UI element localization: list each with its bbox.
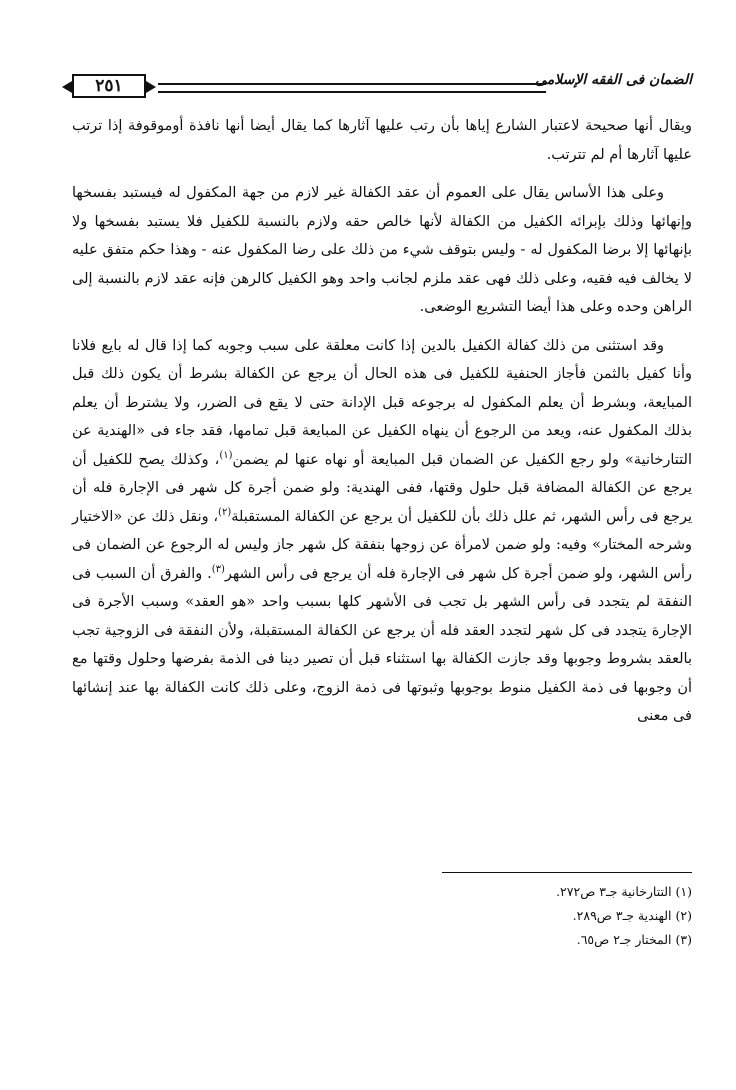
footnote-2: (٢) الهندية جـ٣ ص٢٨٩. bbox=[572, 908, 692, 923]
running-title: الضمان فى الفقه الإسلامى bbox=[535, 72, 692, 88]
footnote-ref-2: (٢) bbox=[218, 506, 232, 518]
body-text bbox=[72, 112, 692, 741]
footnote-1: (١) التتارخانية جـ٣ ص٢٧٢. bbox=[556, 884, 692, 899]
paragraph-3-part-2: ، وكذلك يصح للكفيل أن يرجع عن الكفالة المضافة قبل حلول وقتها، ففى الهندية: ولو ضمن أجرة كل شهر فى الإجارة فله أن يرجع فى رأس الشهر، ثم علل ذلك بأن للكفيل أن يرجع عن الكفالة المستقبلة bbox=[72, 451, 692, 525]
paragraph-3 bbox=[72, 332, 692, 731]
header-rule bbox=[158, 83, 546, 93]
footnote-ref-1: (١) bbox=[219, 449, 233, 461]
paragraph-1: ويقال أنها صحيحة لاعتبار الشارع إياها بأن رتب عليها آثارها كما يقال أيضا أنها نافذة أوموقوفة إذا ترتب عليها آثارها أم لم تترتب. bbox=[72, 118, 692, 163]
footnote-3: (٣) المختار جـ٢ ص٦٥. bbox=[576, 932, 692, 947]
footnotes bbox=[72, 880, 692, 952]
paragraph-3-part-3: ، ونقل ذلك عن «الاختيار وشرحه المختار» وفيه: ولو ضمن لامرأة عن زوجها بنفقة كل شهر جاز وليس له الرجوع عن الضمان فى رأس الشهر، ولو ضمن أجرة كل شهر فى الإجارة فله أن يرجع فى رأس الشهر bbox=[72, 508, 692, 582]
footnote-rule bbox=[442, 872, 692, 873]
footnote-ref-3: (٣) bbox=[211, 563, 225, 575]
page-number: ٢٥١ bbox=[72, 74, 146, 98]
page-header bbox=[72, 70, 692, 102]
paragraph-3-part-4: . والفرق أن السبب فى النفقة لم يتجدد فى رأس الشهر بل تجب فى الأشهر كلها بسبب واحد «هو العقد» وسبب الأجرة فى الإجارة يتجدد فى كل شهر لتجدد العقد فله أن يرجع عن الكفالة المستقبلة، ولأن النفقة فى الزوجية تجب بالعقد بشروط وجوبها وقد جازت الكفالة بها استثناء قبل أن تصير دينا فى الذمة بفرضها وحلول وقتها مع أن وجوبها فى ذمة الكفيل منوط بوجوبها وثبوتها فى ذمة الزوج، وعلى ذلك كانت الكفالة بها عند إنشائها فى معنى bbox=[72, 565, 692, 724]
paragraph-3-part-1: وقد استثنى من ذلك كفالة الكفيل بالدين إذا كانت معلقة على سبب وجوبه كما إذا قال له بايع فلانا وأنا كفيل بالثمن فأجاز الحنفية للكفيل فى هذه الحال أن يرجع عن الكفالة بشرط أن يكون ذلك قبل المبايعة، وبشرط أن يعلم المكفول له برجوعه قبل الإدانة حتى لا يقع فى الضرر، ولا يشترط أن يعلم بذلك المكفول عنه، ويعد من الرجوع أن ينهاه الكفيل عن المبايعة قبل تمامها، فقد جاء فى «الهندية عن التتارخانية» ولو رجع الكفيل عن الضمان قبل المبايعة أو نهاه عنها لم يضمن bbox=[72, 337, 692, 468]
paragraph-2: وعلى هذا الأساس يقال على العموم أن عقد الكفالة غير لازم من جهة المكفول له فيستبد بفسخها وإنهائها وذلك بإبرائه الكفيل من الكفالة لأنها خالص حقه ولازم بالنسبة للكفيل فلا يستبد بفسخها ولا بإنهائها إلا برضا المكفول له - وليس بتوقف شيء من ذلك على رضا المكفول عنه - وهذا حكم متفق عليه لا يخالف فيه فقيه، وعلى ذلك فهى عقد ملزم لجانب واحد وهو الكفيل كالرهن فإنه عقد لازم بالنسبة إلى الراهن وحده وعلى هذا أيضا التشريع الوضعى. bbox=[72, 185, 692, 315]
